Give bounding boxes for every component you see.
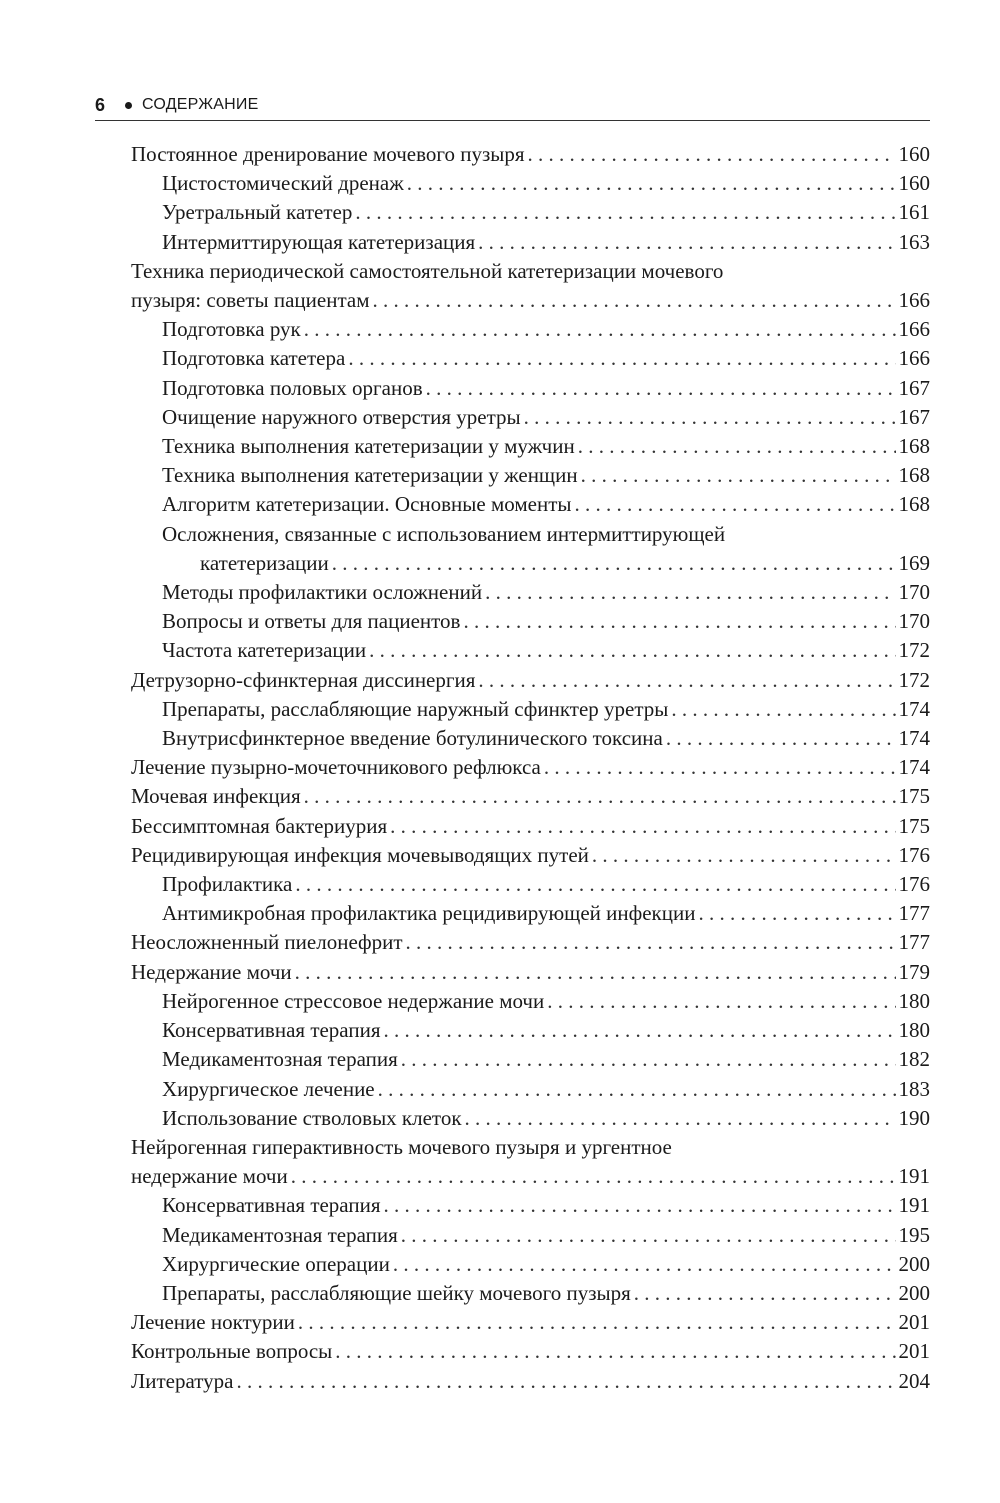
- toc-entry-line: [162, 987, 930, 1016]
- toc-entry-line: [162, 899, 930, 928]
- toc-entry-line: [162, 1075, 930, 1104]
- toc-entry: [162, 724, 930, 753]
- toc-entry-title: пузыря: советы пациентам: [131, 288, 370, 313]
- toc-entry-title: Препараты, расслабляющие наружный сфинктер уретры: [162, 696, 669, 721]
- dot-leader: [298, 1308, 896, 1337]
- dot-leader: [478, 228, 895, 257]
- toc-entry-page: 166: [898, 317, 930, 342]
- toc-entry: [162, 432, 930, 461]
- toc-entry-line: [131, 1162, 930, 1191]
- toc-entry-title: Препараты, расслабляющие шейку мочевого пузыря: [162, 1280, 631, 1305]
- dot-leader: [634, 1279, 896, 1308]
- toc-entry-title: Нейрогенное стрессовое недержание мочи: [162, 988, 545, 1013]
- toc-entry-line: [162, 578, 930, 607]
- dot-leader: [332, 549, 896, 578]
- toc-entry-line: [162, 169, 930, 198]
- toc-entry-page: 163: [898, 229, 930, 254]
- toc-entry-page: 168: [898, 492, 930, 517]
- toc-entry-title: Мочевая инфекция: [131, 784, 301, 809]
- dot-leader: [426, 374, 896, 403]
- dot-leader: [393, 1250, 896, 1279]
- dot-leader: [378, 1075, 896, 1104]
- toc-entry-page: 160: [898, 171, 930, 196]
- dot-leader: [384, 1191, 896, 1220]
- toc-entry-title: Методы профилактики осложнений: [162, 580, 483, 605]
- toc-entry-page: 174: [898, 726, 930, 751]
- toc-entry-title: Цистостомический дренаж: [162, 171, 404, 196]
- toc-entry-line: [131, 666, 930, 695]
- dot-leader: [528, 140, 896, 169]
- toc-entry-page: 176: [898, 872, 930, 897]
- toc-entry-line: [131, 1308, 930, 1337]
- toc-entry: [162, 169, 930, 198]
- toc-entry-title: Техника выполнения катетеризации у мужчин: [162, 434, 575, 459]
- dot-leader: [401, 1221, 896, 1250]
- toc-entry-title: Уретральный катетер: [162, 200, 353, 225]
- toc-entry-title: Подготовка рук: [162, 317, 301, 342]
- toc-entry-line: [131, 1367, 930, 1396]
- toc-entry: [162, 461, 930, 490]
- toc-entry-line: [131, 286, 930, 315]
- toc-entry-title: Консервативная терапия: [162, 1018, 381, 1043]
- toc-entry-title: Лечение ноктурии: [131, 1310, 295, 1335]
- toc-entry: [162, 578, 930, 607]
- toc-entry-title: Использование стволовых клеток: [162, 1105, 462, 1130]
- toc-entry-line: [162, 1221, 930, 1250]
- toc-entry-title: Постоянное дренирование мочевого пузыря: [131, 142, 525, 166]
- toc-entry-line: [162, 1191, 930, 1220]
- toc-entry: [162, 403, 930, 432]
- toc-entry-line: [131, 928, 930, 957]
- toc-entry-title: Техника выполнения катетеризации у женщин: [162, 463, 578, 488]
- dot-leader: [384, 1016, 896, 1045]
- toc-entry-page: 195: [898, 1222, 930, 1247]
- toc-entry-page: 174: [898, 696, 930, 721]
- toc-entry: [131, 928, 930, 957]
- running-head: [95, 92, 930, 118]
- dot-leader: [369, 636, 895, 665]
- toc-entry-page: 167: [898, 375, 930, 400]
- toc-entry-title: Контрольные вопросы: [131, 1339, 333, 1364]
- toc-entry: [162, 636, 930, 665]
- toc-entry-title: Очищение наружного отверстия уретры: [162, 404, 521, 429]
- toc-entry-page: 200: [898, 1251, 930, 1276]
- toc-entry: [131, 1133, 930, 1191]
- dot-leader: [355, 198, 895, 227]
- toc-entry-page: 183: [898, 1076, 930, 1101]
- dot-leader: [544, 753, 896, 782]
- dot-leader: [295, 958, 896, 987]
- toc-entry: [162, 315, 930, 344]
- toc-entry-title: Хирургические операции: [162, 1251, 390, 1276]
- toc-entry-page: 177: [898, 930, 930, 955]
- toc-entry-page: 166: [898, 346, 930, 371]
- dot-leader: [581, 461, 896, 490]
- dot-leader: [295, 870, 895, 899]
- bullet-icon: [125, 102, 132, 109]
- toc-entry-line: [162, 1104, 930, 1133]
- toc-entry-line: [131, 812, 930, 841]
- toc-entry-page: 191: [898, 1193, 930, 1218]
- toc-entry-line: [162, 549, 930, 578]
- toc-entry-title: Лечение пузырно-мочеточникового рефлюкса: [131, 755, 541, 780]
- dot-leader: [578, 432, 896, 461]
- dot-leader: [348, 344, 895, 373]
- toc-entry-page: 179: [898, 959, 930, 984]
- toc-entry: [131, 1308, 930, 1337]
- toc-entry: [131, 666, 930, 695]
- dot-leader: [666, 724, 896, 753]
- dot-leader: [698, 899, 895, 928]
- toc-entry-page: 172: [898, 667, 930, 692]
- dot-leader: [335, 1337, 895, 1366]
- toc-entry-page: 175: [898, 813, 930, 838]
- toc-entry: [162, 899, 930, 928]
- toc-entry: [162, 374, 930, 403]
- toc-entry-line: [131, 1337, 930, 1366]
- dot-leader: [465, 1104, 896, 1133]
- toc-entry-line: [162, 1016, 930, 1045]
- toc-entry-page: 201: [898, 1339, 930, 1364]
- dot-leader: [401, 1045, 896, 1074]
- toc-entry-page: 166: [898, 288, 930, 313]
- dot-leader: [407, 169, 896, 198]
- toc-entry-line: [162, 724, 930, 753]
- toc-entry-page: 169: [898, 550, 930, 575]
- toc-entry: [162, 520, 930, 578]
- toc-entry-line: [162, 636, 930, 665]
- toc-entry-line: [162, 228, 930, 257]
- toc-entry-title-line1: Осложнения, связанные с использованием интермиттирующей: [162, 521, 726, 546]
- dot-leader: [547, 987, 895, 1016]
- dot-leader: [291, 1162, 896, 1191]
- toc-entry-line: [162, 403, 930, 432]
- dot-leader: [304, 315, 896, 344]
- section-title: СОДЕРЖАНИЕ: [142, 96, 259, 113]
- toc-entry-title: Частота катетеризации: [162, 638, 367, 663]
- toc-entry: [162, 607, 930, 636]
- toc-entry-title: Консервативная терапия: [162, 1193, 381, 1218]
- dot-leader: [524, 403, 896, 432]
- toc-entry-title: Интермиттирующая катетеризация: [162, 229, 476, 254]
- dot-leader: [575, 490, 896, 519]
- toc-entry: [131, 841, 930, 870]
- toc-entry-line: [162, 490, 930, 519]
- toc-entry-line: [162, 695, 930, 724]
- header-rule: [95, 120, 930, 121]
- dot-leader: [304, 782, 896, 811]
- toc-entry-line: [162, 1045, 930, 1074]
- toc-entry: [131, 257, 930, 315]
- toc-entry-line: [131, 841, 930, 870]
- toc-entry-page: 200: [898, 1280, 930, 1305]
- toc-entry-page: 176: [898, 842, 930, 867]
- dot-leader: [485, 578, 895, 607]
- toc-entry: [131, 958, 930, 987]
- dot-leader: [236, 1367, 895, 1396]
- toc-entry-title-line1: Нейрогенная гиперактивность мочевого пузыря и ургентное: [131, 1134, 672, 1159]
- toc-entry-page: 170: [898, 609, 930, 634]
- toc-entry: [162, 1075, 930, 1104]
- toc-entry: [162, 1045, 930, 1074]
- toc-entry-title: Подготовка половых органов: [162, 375, 423, 400]
- toc-entry-line: [162, 870, 930, 899]
- toc-entry-page: 204: [898, 1368, 930, 1393]
- toc-entry-line: [162, 315, 930, 344]
- toc-entry-title: Алгоритм катетеризации. Основные моменты: [162, 492, 572, 517]
- toc-entry: [131, 812, 930, 841]
- toc-entry-line: [162, 461, 930, 490]
- toc-entry: [162, 1191, 930, 1220]
- toc-entry-title: Недержание мочи: [131, 959, 292, 984]
- toc-entry-line: [162, 198, 930, 227]
- toc-entry-line: [131, 958, 930, 987]
- toc-entry: [162, 1221, 930, 1250]
- toc-entry: [162, 987, 930, 1016]
- dot-leader: [373, 286, 896, 315]
- toc-entry-title: Неосложненный пиелонефрит: [131, 930, 403, 955]
- table-of-contents: [0, 140, 1000, 1396]
- toc-entry-line: [162, 1250, 930, 1279]
- dot-leader: [406, 928, 896, 957]
- page-number: 6: [95, 94, 106, 115]
- toc-entry: [131, 1337, 930, 1366]
- toc-entry-page: 180: [898, 988, 930, 1013]
- toc-entry-title: Бессимптомная бактериурия: [131, 813, 388, 838]
- toc-entry-page: 177: [898, 901, 930, 926]
- toc-entry-title: Медикаментозная терапия: [162, 1222, 398, 1247]
- toc-entry-line: [162, 1279, 930, 1308]
- toc-entry: [162, 1016, 930, 1045]
- toc-entry-title: Литература: [131, 1368, 234, 1393]
- toc-entry-title: Антимикробная профилактика рецидивирующей инфекции: [162, 901, 696, 926]
- toc-entry-title: Внутрисфинктерное введение ботулинического токсина: [162, 726, 663, 751]
- toc-entry-page: 201: [898, 1310, 930, 1335]
- toc-entry-page: 172: [898, 638, 930, 663]
- toc-entry-title: катетеризации: [200, 550, 329, 575]
- toc-entry-page: 168: [898, 463, 930, 488]
- dot-leader: [478, 666, 895, 695]
- toc-entry-page: 190: [898, 1105, 930, 1130]
- toc-entry: [162, 228, 930, 257]
- toc-entry: [162, 344, 930, 373]
- toc-entry-title: Медикаментозная терапия: [162, 1047, 398, 1072]
- toc-entry-line: [162, 607, 930, 636]
- toc-entry-line: [131, 782, 930, 811]
- toc-entry-title-line1: Техника периодической самостоятельной катетеризации мочевого: [131, 258, 724, 283]
- toc-entry: [131, 140, 930, 169]
- toc-entry-title: Подготовка катетера: [162, 346, 346, 371]
- toc-entry-title: Хирургическое лечение: [162, 1076, 375, 1101]
- toc-entry: [162, 1250, 930, 1279]
- dot-leader: [463, 607, 895, 636]
- toc-entry: [131, 782, 930, 811]
- toc-entry-line: [162, 432, 930, 461]
- toc-entry-page: 180: [898, 1018, 930, 1043]
- toc-entry-page: 191: [898, 1164, 930, 1189]
- toc-entry: [162, 198, 930, 227]
- toc-entry: [162, 870, 930, 899]
- dot-leader: [671, 695, 895, 724]
- toc-entry-line: [162, 344, 930, 373]
- toc-entry-page: 170: [898, 580, 930, 605]
- toc-entry: [162, 695, 930, 724]
- toc-entry-line: [131, 140, 930, 169]
- toc-entry-page: 174: [898, 755, 930, 780]
- toc-entry-line: [162, 374, 930, 403]
- toc-entry: [162, 1279, 930, 1308]
- toc-entry-page: 161: [898, 200, 930, 225]
- toc-entry: [131, 1367, 930, 1396]
- toc-entry: [162, 1104, 930, 1133]
- dot-leader: [390, 812, 895, 841]
- dot-leader: [592, 841, 896, 870]
- toc-entry-title: Рецидивирующая инфекция мочевыводящих путей: [131, 842, 589, 867]
- toc-entry-page: 167: [898, 404, 930, 429]
- toc-entry-title: Профилактика: [162, 872, 293, 897]
- toc-entry-page: 182: [898, 1047, 930, 1072]
- toc-entry-page: 175: [898, 784, 930, 809]
- toc-entry-line: [131, 753, 930, 782]
- toc-entry-page: 160: [898, 142, 930, 166]
- toc-entry-title: недержание мочи: [131, 1164, 288, 1189]
- toc-entry-page: 168: [898, 434, 930, 459]
- toc-entry: [162, 490, 930, 519]
- toc-entry-title: Детрузорно-сфинктерная диссинергия: [131, 667, 476, 692]
- toc-entry: [131, 753, 930, 782]
- toc-entry-title: Вопросы и ответы для пациентов: [162, 609, 461, 634]
